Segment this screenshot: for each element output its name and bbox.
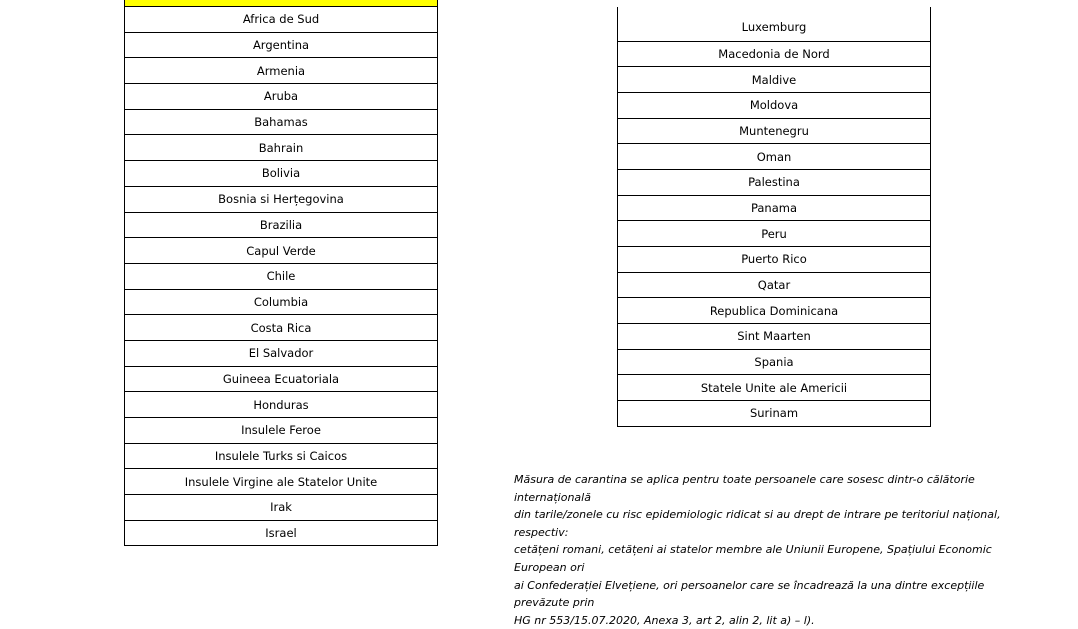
- table-row: [618, 221, 931, 247]
- country-cell: El Salvador: [125, 340, 438, 366]
- right-country-table: [617, 7, 931, 427]
- table-row: [125, 495, 438, 521]
- left-country-table: [124, 0, 438, 546]
- country-cell: Republica Dominicana: [618, 298, 931, 324]
- country-cell: Chile: [125, 263, 438, 289]
- table-row: [125, 289, 438, 315]
- table-row: [125, 58, 438, 84]
- country-cell: Statele Unite ale Americii: [618, 375, 931, 401]
- table-row: [618, 92, 931, 118]
- country-cell: Surinam: [618, 401, 931, 427]
- table-row: [125, 340, 438, 366]
- country-cell: Qatar: [618, 272, 931, 298]
- table-row: [125, 109, 438, 135]
- table-row: [618, 247, 931, 273]
- country-cell: Bolivia: [125, 161, 438, 187]
- table-row: [618, 375, 931, 401]
- table-row: [618, 41, 931, 67]
- country-cell: Bahamas: [125, 109, 438, 135]
- table-row: [125, 84, 438, 110]
- table-row: [618, 195, 931, 221]
- table-row: [618, 401, 931, 427]
- country-cell: Sint Maarten: [618, 324, 931, 350]
- note-line: HG nr 553/15.07.2020, Anexa 3, art 2, alin 2, lit a) – l).: [514, 613, 815, 627]
- quarantine-note: [514, 471, 1034, 629]
- table-row: [618, 67, 931, 93]
- table-row: [125, 392, 438, 418]
- country-cell: Insulele Turks si Caicos: [125, 443, 438, 469]
- country-cell: Muntenegru: [618, 118, 931, 144]
- country-cell: Africa de Sud: [125, 7, 438, 33]
- country-cell: Costa Rica: [125, 315, 438, 341]
- country-cell: Panama: [618, 195, 931, 221]
- table-row: [125, 418, 438, 444]
- table-row: [125, 135, 438, 161]
- country-cell: Luxemburg: [618, 7, 931, 41]
- country-cell: Guineea Ecuatoriala: [125, 366, 438, 392]
- country-cell: Armenia: [125, 58, 438, 84]
- table-row: [125, 32, 438, 58]
- table-row: [125, 443, 438, 469]
- country-cell: Honduras: [125, 392, 438, 418]
- country-cell: Israel: [125, 520, 438, 546]
- table-row: [618, 169, 931, 195]
- country-cell: Insulele Virgine ale Statelor Unite: [125, 469, 438, 495]
- note-line: din tarile/zonele cu risc epidemiologic ridicat si au drept de intrare pe teritoriul național, respectiv:: [514, 508, 1001, 539]
- country-cell: Columbia: [125, 289, 438, 315]
- note-line: ai Confederației Elvețiene, ori persoanelor care se încadrează la una dintre excepțiile prevăzute prin: [514, 578, 985, 610]
- table-row: [125, 520, 438, 546]
- country-cell: Peru: [618, 221, 931, 247]
- country-cell: Spania: [618, 349, 931, 375]
- country-cell: Puerto Rico: [618, 247, 931, 273]
- table-row: [125, 315, 438, 341]
- country-cell: Macedonia de Nord: [618, 41, 931, 67]
- table-row: [125, 186, 438, 212]
- table-row: [125, 161, 438, 187]
- country-cell: Palestina: [618, 169, 931, 195]
- table-row: [125, 469, 438, 495]
- note-line: cetățeni romani, cetățeni ai statelor membre ale Uniunii Europene, Spațiului Economic European ori: [514, 543, 992, 574]
- country-cell: Irak: [125, 495, 438, 521]
- table-row: [125, 263, 438, 289]
- country-cell: Brazilia: [125, 212, 438, 238]
- country-cell: Bosnia si Herțegovina: [125, 186, 438, 212]
- country-cell: Oman: [618, 144, 931, 170]
- table-row: [618, 144, 931, 170]
- table-row: [125, 212, 438, 238]
- table-row: [125, 7, 438, 33]
- table-row: [618, 324, 931, 350]
- table-row: [618, 118, 931, 144]
- note-line: Măsura de carantina se aplica pentru toate persoanele care sosesc dintr-o călătorie internațională: [514, 473, 975, 504]
- country-cell: Moldova: [618, 92, 931, 118]
- country-cell: Maldive: [618, 67, 931, 93]
- table-row: [618, 298, 931, 324]
- country-cell: Insulele Feroe: [125, 418, 438, 444]
- table-row: [618, 272, 931, 298]
- table-row: [125, 238, 438, 264]
- table-row: [618, 349, 931, 375]
- country-cell: Bahrain: [125, 135, 438, 161]
- table-row: [618, 7, 931, 41]
- country-cell: Argentina: [125, 32, 438, 58]
- country-cell: Capul Verde: [125, 238, 438, 264]
- country-cell: Aruba: [125, 84, 438, 110]
- table-row: [125, 366, 438, 392]
